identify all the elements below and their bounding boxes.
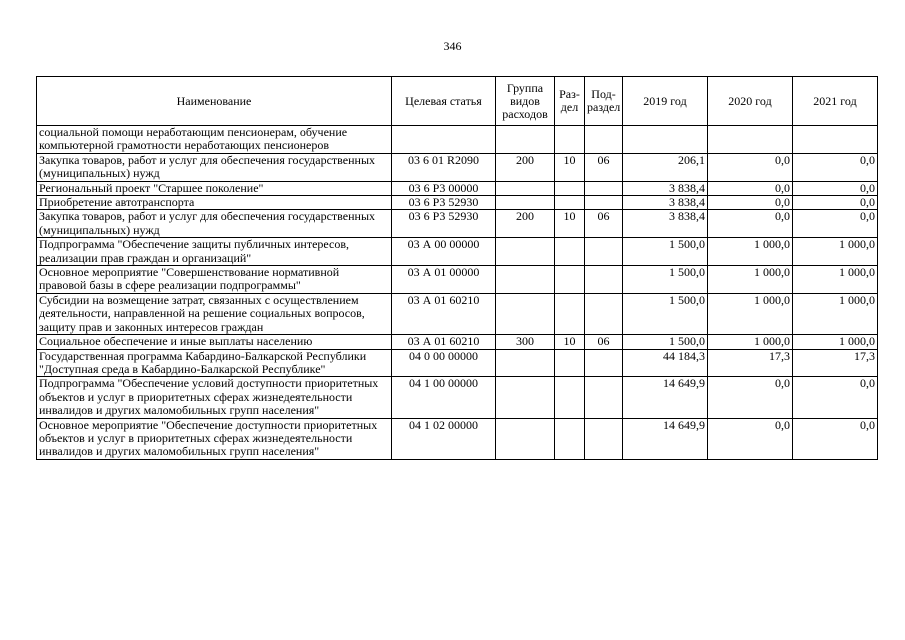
header-2021: 2021 год: [793, 77, 878, 126]
cell-group: [496, 266, 555, 294]
cell-section: 10: [555, 153, 585, 181]
cell-2019: 14 649,9: [623, 418, 708, 459]
table-row: [37, 181, 878, 195]
cell-group: [496, 181, 555, 195]
cell-section: [555, 418, 585, 459]
header-section: Раз-дел: [555, 77, 585, 126]
cell-2021: 17,3: [793, 349, 878, 377]
header-target: Целевая статья: [392, 77, 496, 126]
cell-group: [496, 293, 555, 334]
cell-name: Субсидии на возмещение затрат, связанных с осуществлением деятельности, направленной на решение социальных вопросов, защиту прав и законных интересов граждан: [37, 293, 392, 334]
cell-2019: 3 838,4: [623, 181, 708, 195]
cell-2020: 0,0: [708, 196, 793, 210]
cell-2021: 0,0: [793, 153, 878, 181]
table-header-row: [37, 77, 878, 126]
cell-group: [496, 196, 555, 210]
cell-section: [555, 293, 585, 334]
table-row: [37, 153, 878, 181]
table-row: [37, 126, 878, 154]
table-row: [37, 196, 878, 210]
cell-name: Закупка товаров, работ и услуг для обеспечения государственных (муниципальных) нужд: [37, 210, 392, 238]
cell-target: 03 А 01 00000: [392, 266, 496, 294]
table-row: [37, 349, 878, 377]
cell-2020: 17,3: [708, 349, 793, 377]
cell-section: [555, 349, 585, 377]
cell-2021: 0,0: [793, 377, 878, 418]
cell-2020: 1 000,0: [708, 238, 793, 266]
cell-2021: 1 000,0: [793, 293, 878, 334]
header-subsection: Под-раздел: [585, 77, 623, 126]
cell-2020: 0,0: [708, 181, 793, 195]
table-row: [37, 210, 878, 238]
cell-2019: 44 184,3: [623, 349, 708, 377]
cell-2021: 1 000,0: [793, 266, 878, 294]
cell-group: [496, 377, 555, 418]
cell-section: [555, 266, 585, 294]
cell-group: [496, 418, 555, 459]
cell-2019: 1 500,0: [623, 238, 708, 266]
header-2020: 2020 год: [708, 77, 793, 126]
cell-subsection: [585, 266, 623, 294]
cell-target: 03 А 01 60210: [392, 335, 496, 349]
cell-target: 04 1 00 00000: [392, 377, 496, 418]
cell-group: 200: [496, 153, 555, 181]
cell-target: 03 А 00 00000: [392, 238, 496, 266]
cell-2021: [793, 126, 878, 154]
cell-section: 10: [555, 335, 585, 349]
cell-2019: 3 838,4: [623, 210, 708, 238]
cell-section: [555, 126, 585, 154]
cell-subsection: [585, 377, 623, 418]
cell-2021: 1 000,0: [793, 335, 878, 349]
cell-target: 03 6 P3 00000: [392, 181, 496, 195]
cell-group: [496, 126, 555, 154]
cell-section: 10: [555, 210, 585, 238]
cell-group: [496, 349, 555, 377]
table-row: [37, 418, 878, 459]
table-row: [37, 377, 878, 418]
cell-section: [555, 377, 585, 418]
cell-name: Подпрограмма "Обеспечение защиты публичных интересов, реализации прав граждан и организаций": [37, 238, 392, 266]
cell-target: 03 А 01 60210: [392, 293, 496, 334]
cell-2020: 0,0: [708, 418, 793, 459]
cell-name: Государственная программа Кабардино-Балкарской Республики "Доступная среда в Кабардино-Балкарской Республике": [37, 349, 392, 377]
cell-2019: 1 500,0: [623, 335, 708, 349]
cell-2021: 0,0: [793, 418, 878, 459]
header-group: Группа видов расходов: [496, 77, 555, 126]
cell-2020: 0,0: [708, 377, 793, 418]
cell-2020: 0,0: [708, 210, 793, 238]
cell-name: Основное мероприятие "Обеспечение доступности приоритетных объектов и услуг в приоритетных сферах жизнедеятельности инвалидов и других маломобильных групп населения": [37, 418, 392, 459]
cell-section: [555, 181, 585, 195]
cell-2020: 1 000,0: [708, 266, 793, 294]
cell-name: Приобретение автотранспорта: [37, 196, 392, 210]
cell-subsection: [585, 181, 623, 195]
table-row: [37, 335, 878, 349]
cell-name: Региональный проект "Старшее поколение": [37, 181, 392, 195]
cell-2019: [623, 126, 708, 154]
header-2019: 2019 год: [623, 77, 708, 126]
cell-2021: 0,0: [793, 181, 878, 195]
budget-table: [36, 76, 878, 460]
cell-group: 200: [496, 210, 555, 238]
cell-target: 03 6 01 R2090: [392, 153, 496, 181]
cell-name: социальной помощи неработающим пенсионерам, обучение компьютерной грамотности неработающих пенсионеров: [37, 126, 392, 154]
cell-2020: 1 000,0: [708, 335, 793, 349]
cell-section: [555, 238, 585, 266]
cell-2021: 0,0: [793, 196, 878, 210]
cell-2019: 1 500,0: [623, 266, 708, 294]
cell-2019: 3 838,4: [623, 196, 708, 210]
table-row: [37, 238, 878, 266]
cell-name: Основное мероприятие "Совершенствование нормативной правовой базы в сфере реализации подпрограммы": [37, 266, 392, 294]
cell-subsection: [585, 126, 623, 154]
cell-target: [392, 126, 496, 154]
cell-group: [496, 238, 555, 266]
cell-2021: 1 000,0: [793, 238, 878, 266]
cell-2019: 206,1: [623, 153, 708, 181]
cell-subsection: [585, 418, 623, 459]
cell-2020: 0,0: [708, 153, 793, 181]
cell-subsection: 06: [585, 335, 623, 349]
cell-subsection: 06: [585, 153, 623, 181]
cell-name: Подпрограмма "Обеспечение условий доступности приоритетных объектов и услуг в приоритетных сферах жизнедеятельности инвалидов и других маломобильных групп населения": [37, 377, 392, 418]
cell-name: Социальное обеспечение и иные выплаты населению: [37, 335, 392, 349]
cell-2019: 1 500,0: [623, 293, 708, 334]
cell-subsection: 06: [585, 210, 623, 238]
cell-group: 300: [496, 335, 555, 349]
table-row: [37, 293, 878, 334]
cell-target: 04 0 00 00000: [392, 349, 496, 377]
cell-name: Закупка товаров, работ и услуг для обеспечения государственных (муниципальных) нужд: [37, 153, 392, 181]
cell-2019: 14 649,9: [623, 377, 708, 418]
header-name: Наименование: [37, 77, 392, 126]
cell-subsection: [585, 238, 623, 266]
cell-subsection: [585, 349, 623, 377]
cell-2021: 0,0: [793, 210, 878, 238]
cell-section: [555, 196, 585, 210]
cell-subsection: [585, 196, 623, 210]
cell-2020: [708, 126, 793, 154]
table-body: [37, 126, 878, 460]
table-row: [37, 266, 878, 294]
cell-target: 03 6 P3 52930: [392, 210, 496, 238]
cell-target: 03 6 P3 52930: [392, 196, 496, 210]
cell-subsection: [585, 293, 623, 334]
page-number: 346: [443, 39, 462, 53]
cell-target: 04 1 02 00000: [392, 418, 496, 459]
cell-2020: 1 000,0: [708, 293, 793, 334]
